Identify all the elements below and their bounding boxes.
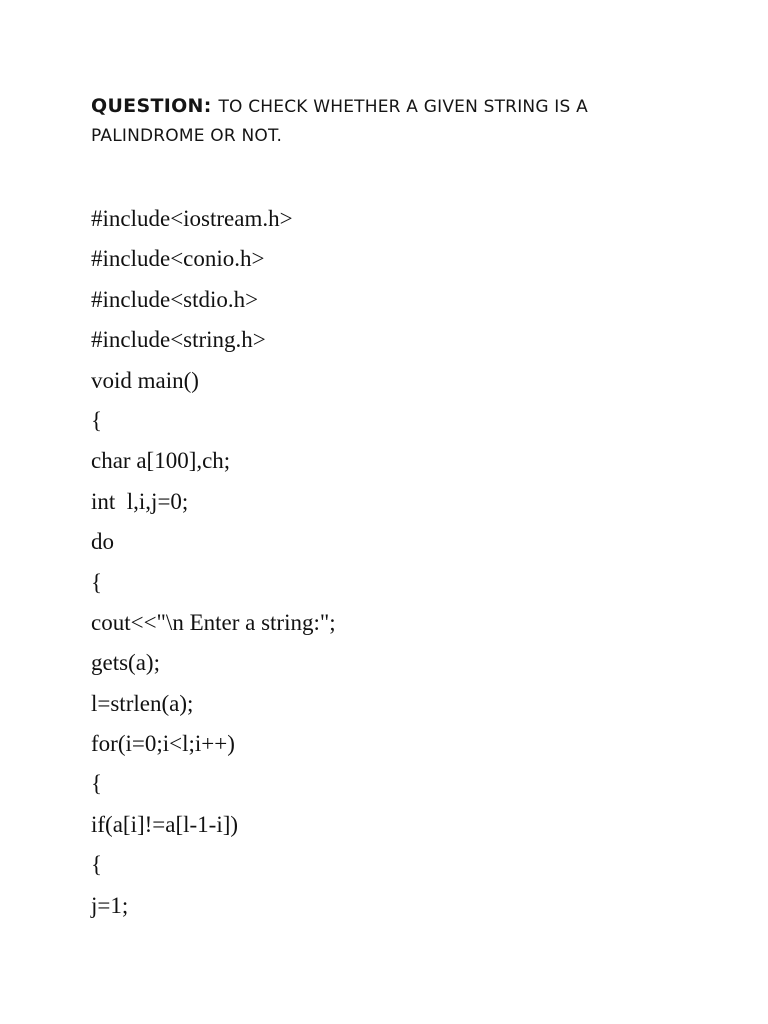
question-text: TO CHECK WHETHER A GIVEN STRING IS A PALINDROME OR NOT. [91,97,588,146]
code-line: gets(a); [91,650,160,676]
code-line: #include<string.h> [91,327,266,353]
code-line: l=strlen(a); [91,690,194,716]
code-line: #include<iostream.h> [91,206,293,231]
code-line: { [91,407,103,433]
code-listing [91,199,711,926]
code-line: #include<conio.h> [91,246,265,272]
code-line: j=1; [91,892,129,918]
code-line: void main() [91,367,199,393]
question-label: QUESTION: [91,95,212,117]
code-line: for(i=0;i<l;i++) [91,731,235,757]
code-line: if(a[i]!=a[l-1-i]) [91,811,239,837]
code-line: char a[100],ch; [91,448,231,474]
code-line: { [91,852,103,878]
question-heading [91,92,691,151]
code-line: #include<stdio.h> [91,286,259,312]
code-line: int l,i,j=0; [91,488,189,514]
code-line: do [91,529,114,555]
code-line: { [91,771,103,797]
code-line: { [91,569,103,595]
code-line: cout<<"\n Enter a string:"; [91,609,336,635]
